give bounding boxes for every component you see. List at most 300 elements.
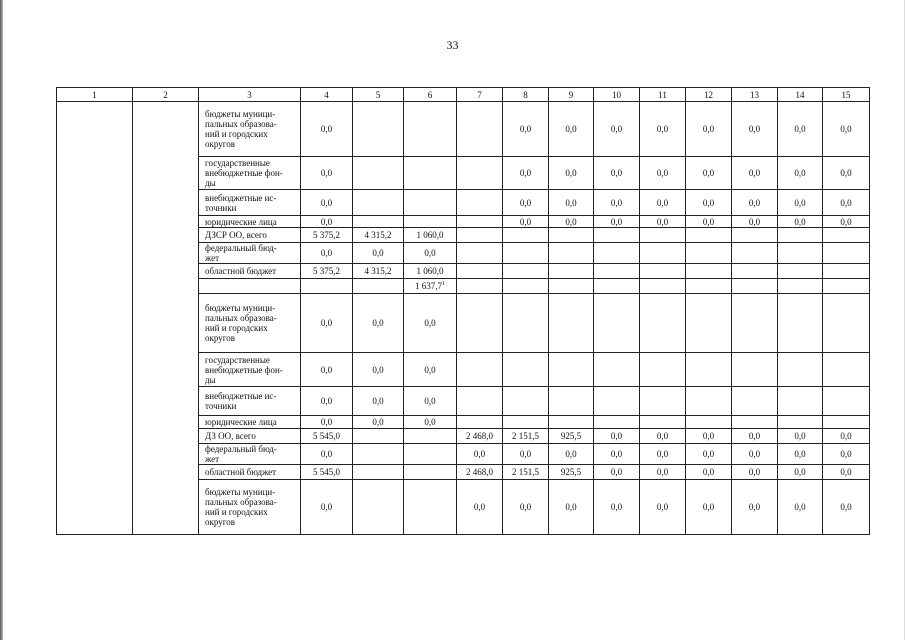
value-cell (353, 157, 404, 190)
cell-value: 0,0 (610, 168, 623, 178)
value-cell (404, 416, 457, 429)
value-cell (778, 216, 823, 228)
cell-value: 0,0 (519, 502, 532, 512)
cell-value: 0,0 (320, 248, 333, 258)
row-label (199, 444, 301, 465)
value-cell (301, 216, 353, 228)
budget-table (56, 87, 870, 535)
value-cell (640, 216, 686, 228)
value-cell (686, 264, 732, 279)
cell-value: 0,0 (565, 124, 577, 134)
value-cell (457, 279, 503, 294)
column-header: 10 (594, 88, 640, 102)
value-cell (404, 294, 457, 353)
cell-value: 0,0 (473, 449, 486, 459)
value-cell (823, 228, 870, 243)
value-cell (404, 157, 457, 190)
cell-value: 5 545,0 (313, 431, 340, 441)
row-label (199, 416, 301, 429)
value-cell (594, 264, 640, 279)
cell-value: 0,0 (424, 318, 436, 328)
value-cell (404, 264, 457, 279)
value-cell (732, 279, 778, 294)
value-cell (503, 387, 549, 416)
cell-value: 0,0 (656, 124, 669, 134)
value-cell (549, 264, 594, 279)
cell-value: 0,0 (656, 431, 669, 441)
cell-value: 0,0 (424, 248, 436, 258)
value-cell (404, 279, 457, 294)
value-cell (457, 429, 503, 444)
value-cell (404, 228, 457, 243)
value-cell (686, 416, 732, 429)
value-cell (457, 243, 503, 264)
value-cell (686, 429, 732, 444)
cell-value: 0,0 (748, 216, 761, 227)
value-cell (823, 279, 870, 294)
value-cell (823, 216, 870, 228)
value-cell (778, 387, 823, 416)
cell-value: 0,0 (424, 417, 436, 427)
value-cell (353, 228, 404, 243)
value-cell (301, 228, 353, 243)
cell-value: 0,0 (565, 449, 577, 459)
value-cell (301, 264, 353, 279)
value-cell (404, 429, 457, 444)
value-cell (301, 429, 353, 444)
cell-value: 0,0 (565, 168, 577, 178)
column-header: 9 (549, 88, 594, 102)
row-label-text: внебюджетные ис- точники (205, 391, 277, 411)
value-cell (549, 480, 594, 535)
value-cell (640, 243, 686, 264)
value-cell (594, 387, 640, 416)
value-cell (549, 387, 594, 416)
value-cell (353, 102, 404, 157)
cell-value: 0,0 (794, 467, 806, 477)
cell-value: 0,0 (565, 216, 577, 227)
column-header: 6 (404, 88, 457, 102)
value-cell (404, 216, 457, 228)
value-cell (353, 190, 404, 216)
row-label (199, 387, 301, 416)
value-cell (404, 465, 457, 480)
value-cell (404, 480, 457, 535)
value-cell (640, 465, 686, 480)
cell-value: 5 375,2 (313, 266, 340, 276)
value-cell (549, 416, 594, 429)
cell-value: 0,0 (372, 417, 384, 427)
value-cell (353, 465, 404, 480)
cell-value: 0,0 (320, 396, 333, 406)
value-cell (301, 294, 353, 353)
cell-value: 0,0 (702, 168, 715, 178)
cell-value: 0,0 (748, 431, 761, 441)
value-cell (778, 429, 823, 444)
value-cell (353, 353, 404, 387)
cell-value: 0,0 (372, 396, 384, 406)
row-label-text: государственные внебюджетные фон- ды (205, 354, 283, 385)
value-cell (594, 353, 640, 387)
cell-value: 0,0 (519, 449, 532, 459)
value-cell (732, 480, 778, 535)
value-cell (594, 228, 640, 243)
cell-value: 0,0 (372, 318, 384, 328)
row-label-text: федеральный бюд- жет (205, 444, 277, 464)
value-cell (549, 444, 594, 465)
cell-value: 0,0 (656, 168, 669, 178)
value-cell (640, 416, 686, 429)
row-label-text: ДЗ ОО, всего (205, 431, 256, 441)
cell-value: 0,0 (610, 431, 623, 441)
value-cell (503, 465, 549, 480)
cell-value: 0,0 (610, 449, 623, 459)
value-cell (301, 279, 353, 294)
value-cell (732, 353, 778, 387)
value-cell (732, 429, 778, 444)
value-cell (503, 444, 549, 465)
value-cell (503, 429, 549, 444)
column-header: 4 (301, 88, 353, 102)
value-cell (549, 429, 594, 444)
scan-edge-left (0, 0, 3, 640)
value-cell (823, 387, 870, 416)
cell-value: 4 315,2 (364, 230, 392, 240)
value-cell (823, 243, 870, 264)
value-cell (640, 190, 686, 216)
row-label-text: федеральный бюд- жет (205, 243, 277, 263)
row-label (199, 228, 301, 243)
value-cell (686, 190, 732, 216)
row-label (199, 243, 301, 264)
value-cell (301, 465, 353, 480)
value-cell (457, 216, 503, 228)
value-cell (640, 353, 686, 387)
cell-value: 0,0 (794, 197, 806, 208)
cell-value: 0,0 (794, 431, 806, 441)
row-label-text: внебюджетные ис- точники (205, 192, 277, 213)
cell-value: 0,0 (320, 449, 333, 459)
value-cell (549, 228, 594, 243)
page-number: 33 (446, 38, 459, 52)
value-cell (823, 264, 870, 279)
column-header: 3 (199, 88, 301, 102)
value-cell (594, 279, 640, 294)
row-label-text: бюджеты муници- пальных образова- ний и городских округов (205, 303, 277, 343)
cell-value: 0,0 (610, 502, 623, 512)
value-cell (457, 228, 503, 243)
cell-value: 0,0 (519, 197, 532, 208)
row-label-text: юридические лица (205, 417, 277, 427)
value-cell (778, 416, 823, 429)
cell-value: 0,0 (748, 502, 761, 512)
value-cell (732, 157, 778, 190)
cell-value: 0,0 (656, 467, 669, 477)
cell-value: 2 151,5 (512, 431, 539, 441)
value-cell (353, 243, 404, 264)
value-cell (503, 216, 549, 228)
cell-value: 0,0 (702, 197, 715, 208)
value-cell (353, 416, 404, 429)
cell-value: 0,0 (519, 216, 532, 227)
column-header: 11 (640, 88, 686, 102)
value-cell (353, 294, 404, 353)
value-cell (457, 465, 503, 480)
column-header: 8 (503, 88, 549, 102)
value-cell (549, 216, 594, 228)
cell-value: 0,0 (320, 364, 333, 375)
cell-value: 0,0 (794, 449, 806, 459)
value-cell (823, 353, 870, 387)
cell-value: 0,0 (702, 216, 715, 227)
value-cell (301, 190, 353, 216)
column-header: 15 (823, 88, 870, 102)
value-cell (686, 102, 732, 157)
value-cell (549, 353, 594, 387)
value-cell (594, 444, 640, 465)
cell-value: 0,0 (702, 502, 715, 512)
value-cell (503, 190, 549, 216)
cell-value: 2 468,0 (466, 467, 493, 477)
row-label (199, 465, 301, 480)
value-cell (301, 102, 353, 157)
cell-value: 0,0 (840, 197, 852, 208)
value-cell (353, 279, 404, 294)
cell-value: 4 315,2 (364, 266, 392, 276)
value-cell (503, 264, 549, 279)
value-cell (457, 416, 503, 429)
value-cell (503, 416, 549, 429)
value-cell (823, 465, 870, 480)
value-cell (732, 444, 778, 465)
cell-value: 0,0 (372, 364, 384, 375)
value-cell (686, 444, 732, 465)
value-cell (686, 353, 732, 387)
cell-value: 0,0 (519, 124, 532, 134)
row-label (199, 353, 301, 387)
value-cell (457, 190, 503, 216)
cell-value: 0,0 (840, 502, 852, 512)
value-cell (594, 243, 640, 264)
value-cell (353, 429, 404, 444)
row-label-text: областной бюджет (205, 467, 277, 477)
cell-value: 0,0 (320, 502, 333, 512)
cell-value: 5 545,0 (313, 467, 340, 477)
col1-merged-cell (57, 102, 133, 535)
row-label-text: областной бюджет (205, 266, 277, 276)
value-cell (732, 243, 778, 264)
value-cell (778, 279, 823, 294)
value-cell (778, 157, 823, 190)
column-header: 1 (57, 88, 133, 102)
column-header: 7 (457, 88, 503, 102)
value-cell (301, 353, 353, 387)
value-cell (732, 216, 778, 228)
value-cell (353, 216, 404, 228)
cell-value: 0,0 (610, 216, 623, 227)
row-label (199, 102, 301, 157)
cell-value: 0,0 (656, 449, 669, 459)
cell-value: 0,0 (840, 124, 852, 134)
value-cell (686, 228, 732, 243)
value-cell (457, 480, 503, 535)
value-cell (594, 294, 640, 353)
column-header: 13 (732, 88, 778, 102)
value-cell (503, 353, 549, 387)
value-cell (503, 480, 549, 535)
cell-value: 0,0 (320, 216, 333, 227)
value-cell (457, 102, 503, 157)
cell-value: 0,0 (748, 197, 761, 208)
row-label (199, 157, 301, 190)
value-cell (823, 294, 870, 353)
cell-value: 0,0 (424, 396, 436, 406)
value-cell (778, 243, 823, 264)
cell-value: 0,0 (840, 168, 852, 178)
value-cell (640, 444, 686, 465)
value-cell (640, 264, 686, 279)
value-cell (549, 243, 594, 264)
value-cell (823, 480, 870, 535)
value-cell (686, 387, 732, 416)
col2-merged-cell (133, 102, 199, 535)
value-cell (732, 190, 778, 216)
value-cell (778, 465, 823, 480)
value-cell (686, 243, 732, 264)
value-cell (549, 294, 594, 353)
value-cell (686, 294, 732, 353)
cell-value: 0,0 (702, 449, 715, 459)
value-cell (823, 190, 870, 216)
value-cell (353, 444, 404, 465)
cell-value: 0,0 (610, 197, 623, 208)
value-cell (732, 102, 778, 157)
cell-value: 0,0 (748, 124, 761, 134)
value-cell (640, 387, 686, 416)
column-header: 2 (133, 88, 199, 102)
row-label (199, 264, 301, 279)
value-cell (640, 102, 686, 157)
cell-value: 0,0 (840, 431, 852, 441)
value-cell (640, 279, 686, 294)
value-cell (732, 228, 778, 243)
value-cell (778, 264, 823, 279)
value-cell (549, 465, 594, 480)
column-header: 5 (353, 88, 404, 102)
cell-value: 0,0 (473, 502, 486, 512)
value-cell (778, 353, 823, 387)
cell-value: 0,0 (794, 502, 806, 512)
value-cell (549, 157, 594, 190)
value-cell (778, 190, 823, 216)
cell-value: 1 060,0 (416, 230, 444, 240)
value-cell (404, 190, 457, 216)
value-cell (823, 416, 870, 429)
value-cell (301, 243, 353, 264)
value-cell (594, 429, 640, 444)
value-cell (457, 157, 503, 190)
cell-value: 0,0 (320, 124, 333, 134)
value-cell (404, 102, 457, 157)
value-cell (549, 190, 594, 216)
value-cell (404, 243, 457, 264)
value-cell (594, 102, 640, 157)
value-cell (457, 387, 503, 416)
cell-value: 2 151,5 (512, 467, 539, 477)
value-cell (778, 444, 823, 465)
cell-value: 1 060,0 (416, 266, 444, 276)
value-cell (404, 387, 457, 416)
table-row (57, 102, 870, 157)
cell-value: 0,0 (565, 197, 577, 208)
cell-value: 0,0 (748, 467, 761, 477)
cell-value: 0,0 (702, 124, 715, 134)
value-cell (503, 243, 549, 264)
value-cell (457, 264, 503, 279)
value-cell (686, 465, 732, 480)
cell-value: 0,0 (702, 467, 715, 477)
value-cell (503, 157, 549, 190)
value-cell (594, 157, 640, 190)
value-cell (686, 216, 732, 228)
value-cell (594, 216, 640, 228)
row-label-text: юридические лица (205, 216, 277, 227)
value-cell (404, 444, 457, 465)
value-cell (778, 480, 823, 535)
value-cell (640, 228, 686, 243)
cell-value: 0,0 (656, 197, 669, 208)
cell-value: 0,0 (610, 124, 623, 134)
value-cell (353, 387, 404, 416)
value-cell (732, 294, 778, 353)
cell-value: 0,0 (372, 248, 384, 258)
row-label-text: государственные внебюджетные фон- ды (205, 158, 283, 188)
value-cell (301, 387, 353, 416)
cell-value: 0,0 (794, 216, 806, 227)
value-cell (549, 279, 594, 294)
value-cell (823, 102, 870, 157)
cell-value: 0,0 (424, 364, 436, 375)
value-cell (594, 465, 640, 480)
cell-value: 0,0 (840, 467, 852, 477)
cell-value: 0,0 (656, 216, 669, 227)
cell-value: 0,0 (702, 431, 715, 441)
value-cell (823, 444, 870, 465)
cell-value: 0,0 (794, 124, 806, 134)
row-label (199, 190, 301, 216)
row-label (199, 429, 301, 444)
value-cell (686, 480, 732, 535)
value-cell (301, 416, 353, 429)
column-header: 14 (778, 88, 823, 102)
value-cell (301, 480, 353, 535)
value-cell (594, 190, 640, 216)
value-cell (503, 279, 549, 294)
cell-value: 1 637,7 (415, 281, 442, 291)
value-cell (549, 102, 594, 157)
value-cell (778, 294, 823, 353)
value-cell (594, 416, 640, 429)
value-cell (503, 102, 549, 157)
cell-value: 0,0 (519, 168, 532, 178)
cell-value: 0,0 (320, 417, 333, 427)
cell-value: 0,0 (748, 449, 761, 459)
value-cell (732, 387, 778, 416)
value-cell (686, 157, 732, 190)
value-cell (732, 416, 778, 429)
value-cell (823, 157, 870, 190)
value-cell (503, 294, 549, 353)
